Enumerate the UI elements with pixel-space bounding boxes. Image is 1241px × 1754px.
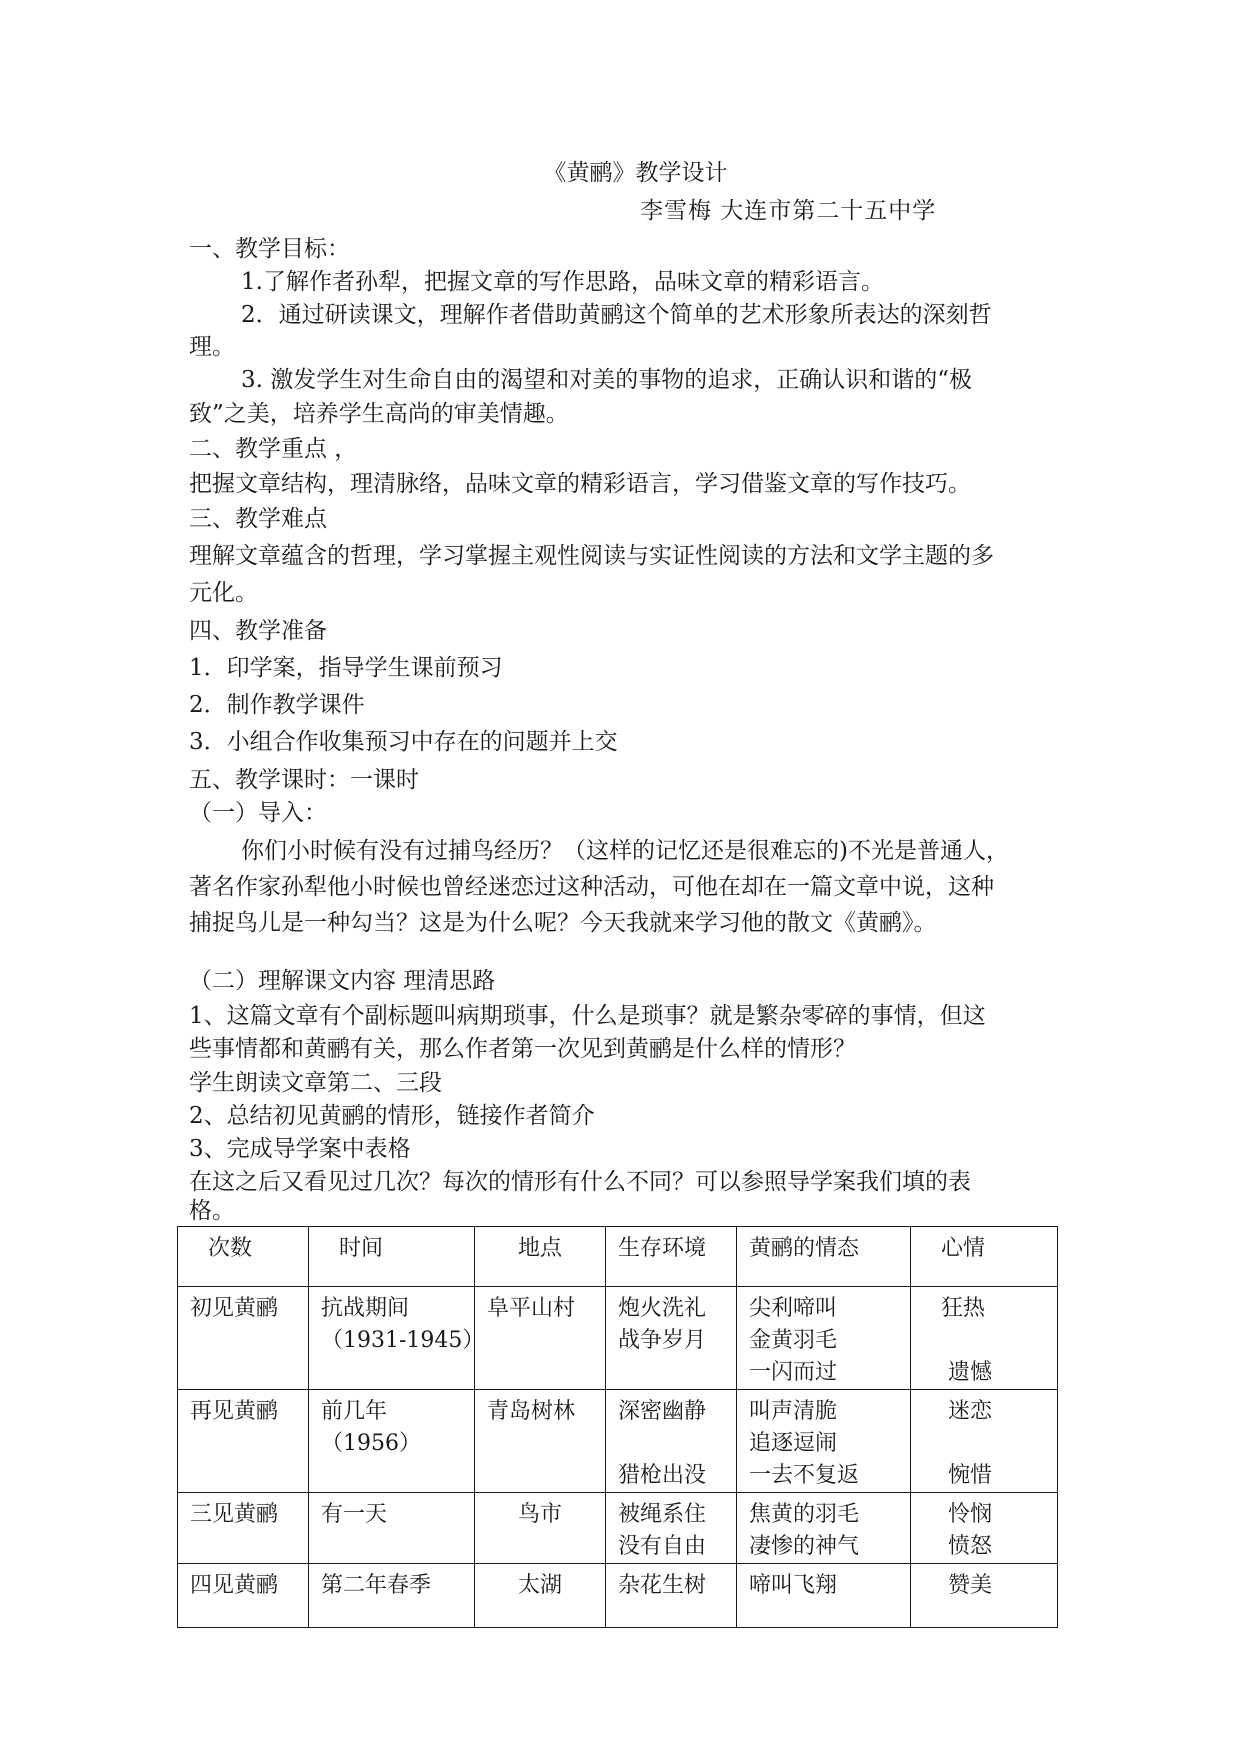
table-cell: 青岛树林 — [475, 1390, 606, 1493]
section-heading: 一、教学目标： — [189, 236, 350, 262]
body-line: 3. 激发学生对生命自由的渴望和对美的事物的追求，正确认识和谐的“极 — [241, 367, 973, 393]
table-row — [178, 1287, 1058, 1390]
table-cell: 啼叫飞翔 — [737, 1564, 911, 1628]
body-line: 2、总结初见黄鹂的情形，链接作者简介 — [189, 1103, 595, 1129]
body-line: 把握文章结构，理清脉络，品味文章的精彩语言，学习借鉴文章的写作技巧。 — [189, 471, 971, 497]
body-line: 学生朗读文章第二、三段 — [189, 1070, 442, 1096]
table-cell: 尖利啼叫 金黄羽毛 一闪而过 — [737, 1287, 911, 1390]
oriole-table — [177, 1226, 1057, 1614]
table-cell: 四见黄鹂 — [178, 1564, 309, 1628]
table-header-cell: 时间 — [309, 1227, 475, 1287]
oriole-table-grid — [177, 1226, 1058, 1628]
table-cell: 再见黄鹂 — [178, 1390, 309, 1493]
body-line: 理解文章蕴含的哲理，学习掌握主观性阅读与实证性阅读的方法和文学主题的多 — [189, 543, 994, 569]
table-cell: 抗战期间 （1931-1945） — [309, 1287, 475, 1390]
table-header-cell: 黄鹂的情态 — [737, 1227, 911, 1287]
section-heading: 二、教学重点 ， — [189, 436, 358, 462]
list-item: 2．制作教学课件 — [189, 692, 365, 718]
body-line: 著名作家孙犁他小时候也曾经迷恋过这种活动，可他在却在一篇文章中说，这种 — [189, 874, 994, 900]
table-row — [178, 1564, 1058, 1628]
table-cell: 有一天 — [309, 1493, 475, 1564]
table-cell: 叫声清脆 追逐逗闹 一去不复返 — [737, 1390, 911, 1493]
body-line: 1、这篇文章有个副标题叫病期琐事，什么是琐事？就是繁杂零碎的事情，但这 — [189, 1003, 986, 1029]
subsection-heading: （二）理解课文内容 理清思路 — [189, 968, 496, 994]
body-line: 2．通过研读课文，理解作者借助黄鹂这个简单的艺术形象所表达的深刻哲 — [241, 302, 992, 328]
table-header-row — [178, 1227, 1058, 1287]
section-heading: 五、教学课时：一课时 — [189, 767, 419, 793]
section-heading: 四、教学准备 — [189, 618, 327, 644]
doc-title: 《黄鹂》教学设计 — [543, 160, 728, 186]
section-heading: 三、教学难点 — [189, 506, 327, 532]
table-cell: 前几年 （1956） — [309, 1390, 475, 1493]
body-line: 致”之美，培养学生高尚的审美情趣。 — [189, 401, 569, 427]
body-line: 3、完成导学案中表格 — [189, 1136, 411, 1162]
table-cell: 怜悯 愤怒 — [911, 1493, 1058, 1564]
table-row — [178, 1493, 1058, 1564]
table-cell: 被绳系住 没有自由 — [606, 1493, 737, 1564]
table-cell: 杂花生树 — [606, 1564, 737, 1628]
table-cell: 太湖 — [475, 1564, 606, 1628]
table-cell: 狂热 遗憾 — [911, 1287, 1058, 1390]
table-header-cell: 次数 — [178, 1227, 309, 1287]
list-item: 3．小组合作收集预习中存在的问题并上交 — [189, 729, 618, 755]
table-header-cell: 生存环境 — [606, 1227, 737, 1287]
table-cell: 迷恋 惋惜 — [911, 1390, 1058, 1493]
table-header-cell: 地点 — [475, 1227, 606, 1287]
table-cell: 炮火洗礼 战争岁月 — [606, 1287, 737, 1390]
body-line: 1.了解作者孙犁，把握文章的写作思路，品味文章的精彩语言。 — [241, 269, 884, 295]
body-line: 理。 — [189, 334, 235, 360]
table-row — [178, 1390, 1058, 1493]
table-header-cell: 心情 — [911, 1227, 1058, 1287]
table-cell: 焦黄的羽毛 凄惨的神气 — [737, 1493, 911, 1564]
body-line: 元化。 — [189, 580, 258, 606]
table-cell: 第二年春季 — [309, 1564, 475, 1628]
body-line: 在这之后又看见过几次？每次的情形有什么不同？可以参照导学案我们填的表 — [189, 1169, 971, 1195]
table-cell: 阜平山村 — [475, 1287, 606, 1390]
body-line: 格。 — [189, 1198, 235, 1224]
table-cell: 鸟市 — [475, 1493, 606, 1564]
subsection-heading: （一）导入： — [189, 800, 327, 826]
table-cell: 赞美 — [911, 1564, 1058, 1628]
body-line: 捕捉鸟儿是一种勾当？这是为什么呢？今天我就来学习他的散文《黄鹂》。 — [189, 910, 937, 936]
table-cell: 深密幽静 猎枪出没 — [606, 1390, 737, 1493]
body-line: 你们小时候有没有过捕鸟经历？（这样的记忆还是很难忘的)不光是普通人， — [241, 838, 1009, 864]
table-cell: 三见黄鹂 — [178, 1493, 309, 1564]
table-cell: 初见黄鹂 — [178, 1287, 309, 1390]
body-line: 些事情都和黄鹂有关，那么作者第一次见到黄鹂是什么样的情形？ — [189, 1036, 856, 1062]
author-line: 李雪梅 大连市第二十五中学 — [640, 198, 937, 224]
list-item: 1．印学案，指导学生课前预习 — [189, 655, 503, 681]
